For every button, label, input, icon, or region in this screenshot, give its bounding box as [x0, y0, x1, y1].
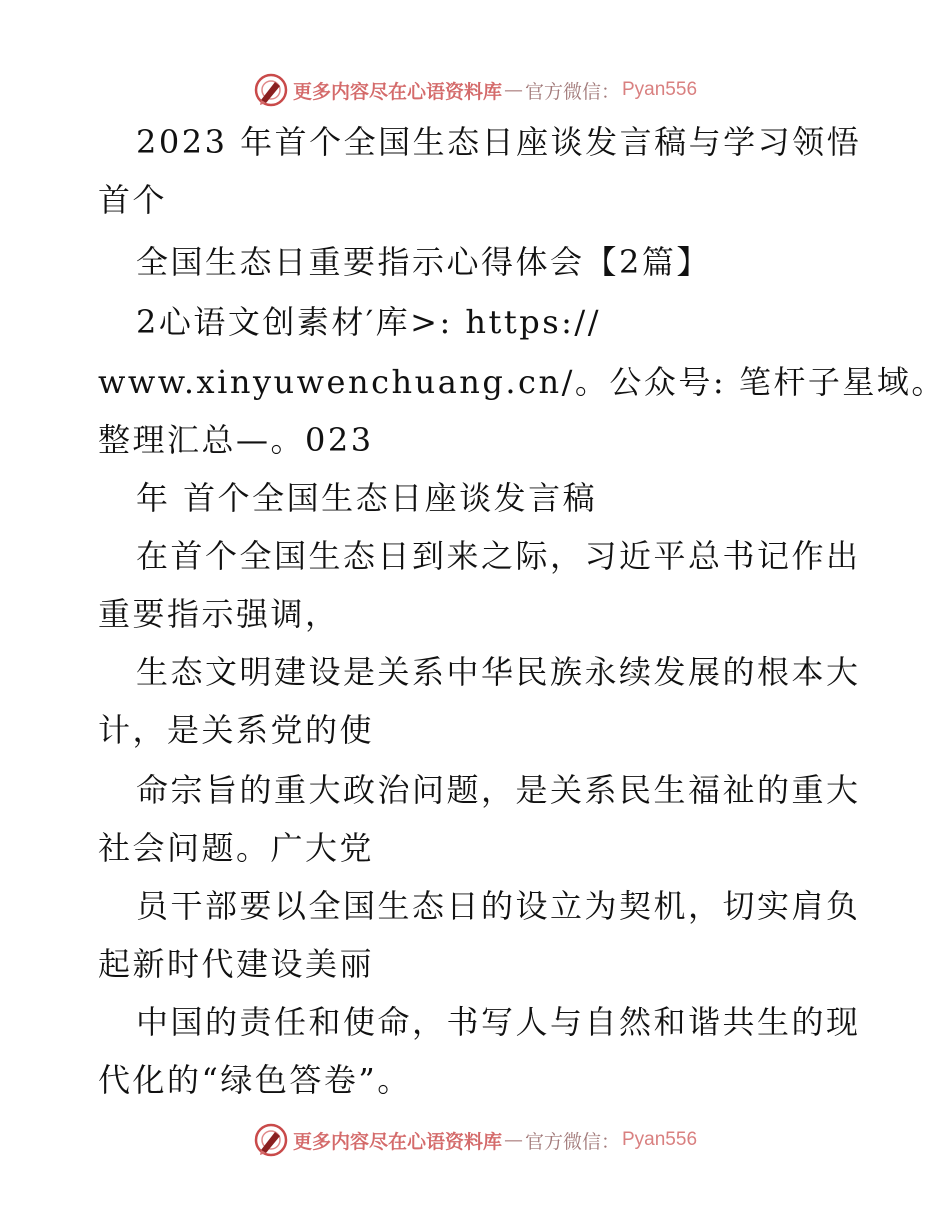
banner-wechat-label: 官方微信：: [524, 80, 620, 103]
text-line: 重要指示强调，: [98, 595, 340, 633]
footer-banner: [0, 1118, 950, 1162]
text-line: 计，是关系党的使: [98, 711, 375, 749]
banner-wechat-id: Pyan556: [622, 79, 698, 100]
footer-wechat-id: Pyan556: [622, 1129, 698, 1150]
footer-wechat-label: 官方微信：: [524, 1130, 620, 1153]
section-heading: 年 首个全国生态日座谈发言稿: [136, 479, 598, 517]
text-line: 生态文明建设是关系中华民族永续发展的根本大: [136, 653, 861, 691]
text-line: 中国的责任和使命，书写人与自然和谐共生的现: [136, 1003, 861, 1041]
footer-brand: 更多内容尽在心语资料库: [292, 1130, 502, 1153]
text-line: 社会问题。广大党: [98, 829, 375, 867]
banner-brand: 更多内容尽在心语资料库: [292, 80, 502, 103]
text-line: 首个: [98, 181, 168, 219]
text-line: 整理汇总—。023: [98, 421, 374, 459]
pen-logo-icon: [253, 1122, 289, 1158]
header-banner: [0, 68, 950, 112]
text-line: 全国生态日重要指示心得体会【2篇】: [136, 243, 711, 281]
footer-separator: —: [503, 1129, 523, 1151]
text-line: 代化的“绿色答卷”。: [98, 1061, 412, 1099]
text-line: 2心语文创素材′库>: https://: [136, 303, 601, 341]
text-line: 命宗旨的重大政治问题，是关系民生福祉的重大: [136, 771, 861, 809]
text-line: 员干部要以全国生态日的设立为契机，切实肩负: [136, 887, 861, 925]
text-line: 起新时代建设美丽: [98, 945, 375, 983]
text-line: www.xinyuwenchuang.cn/。公众号: 笔杆子星域。: [98, 363, 946, 401]
text-line: 在首个全国生态日到来之际，习近平总书记作出: [136, 537, 861, 575]
banner-separator: —: [503, 79, 523, 101]
doc-title-line: 2023 年首个全国生态日座谈发言稿与学习领悟: [136, 123, 862, 161]
pen-logo-icon: [253, 72, 289, 108]
